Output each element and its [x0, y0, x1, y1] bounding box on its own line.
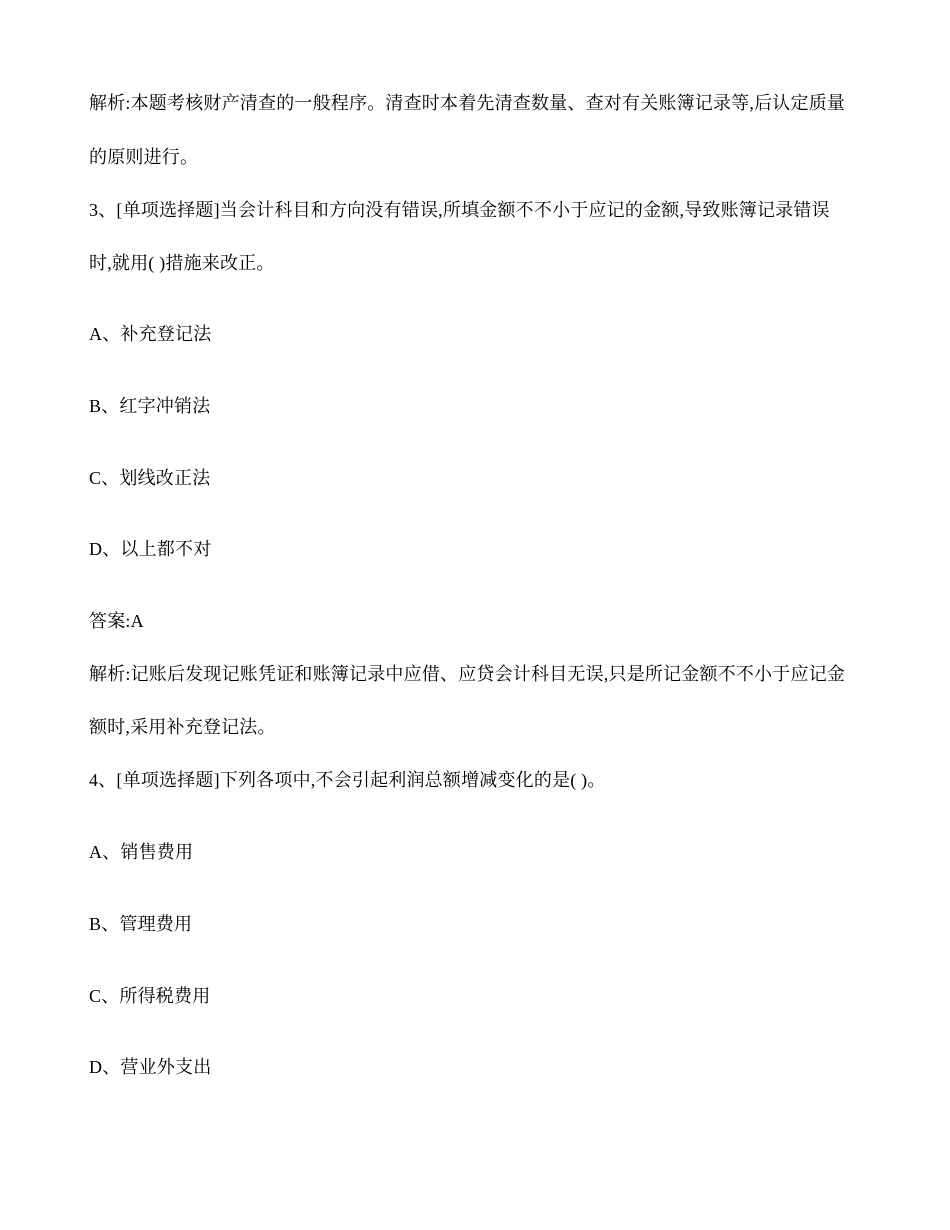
q4-option-b: B、管理费用: [89, 914, 193, 934]
q3-explanation-line-2: 额时,采用补充登记法。: [89, 717, 276, 737]
q2-explanation-line-2: 的原则进行。: [89, 147, 199, 167]
q4-stem: 4、[单项选择题]下列各项中,不会引起利润总额增减变化的是( )。: [89, 770, 606, 790]
q4-option-c: C、所得税费用: [89, 986, 211, 1006]
q2-explanation-line-1: 解析:本题考核财产清查的一般程序。清查时本着先清查数量、查对有关账簿记录等,后认定质量: [89, 93, 846, 113]
q3-stem-line-2: 时,就用( )措施来改正。: [89, 253, 275, 273]
q3-explanation-line-1: 解析:记账后发现记账凭证和账簿记录中应借、应贷会计科目无误,只是所记金额不不小于应记金: [89, 664, 846, 684]
q4-option-a: A、销售费用: [89, 842, 194, 862]
q3-option-a: A、补充登记法: [89, 324, 212, 344]
q3-option-c: C、划线改正法: [89, 468, 211, 488]
q3-stem-line-1: 3、[单项选择题]当会计科目和方向没有错误,所填金额不不小于应记的金额,导致账簿记录错误: [89, 200, 830, 220]
q3-answer: 答案:A: [89, 611, 144, 631]
q3-option-d: D、以上都不对: [89, 539, 212, 559]
q3-option-b: B、红字冲销法: [89, 396, 211, 416]
q4-option-d: D、营业外支出: [89, 1057, 212, 1077]
